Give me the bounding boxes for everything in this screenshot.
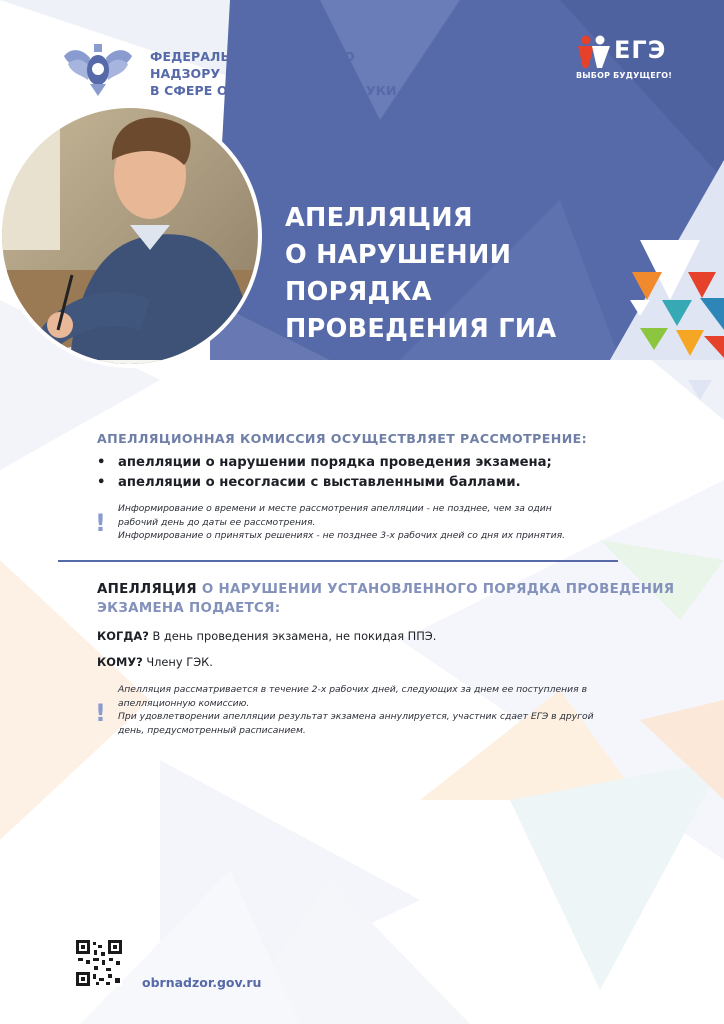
note-line: Апелляция рассматривается в течение 2-х рабочих дней, следующих за днем ее поступления в: [118, 684, 587, 695]
qr-code-icon: [76, 940, 122, 986]
appeal-heading-line2: ЭКЗАМЕНА ПОДАЕТСЯ:: [97, 601, 281, 616]
when-row: [97, 629, 657, 643]
agency-name-line1: ФЕДЕРАЛЬНАЯ СЛУЖБА ПО НАДЗОРУ: [150, 49, 355, 81]
note-line: апелляционную комиссию.: [118, 697, 250, 709]
page-title: [285, 200, 605, 348]
commission-list: [97, 453, 697, 493]
list-item: [97, 473, 697, 493]
list-item-text: апелляции о несогласии с выставленными баллами.: [118, 475, 521, 490]
exclamation-icon: !: [95, 509, 106, 537]
title-line4: ПРОВЕДЕНИЯ ГИА: [285, 314, 557, 344]
section-divider: [58, 560, 618, 562]
when-label: КОГДА?: [97, 629, 149, 643]
agency-name-line2: В СФЕРЕ ОБРАЗОВАНИЯ И НАУКИ: [150, 83, 397, 98]
note-line: При удовлетворении апелляции результат экзамена аннулируется, участник сдает ЕГЭ в другой: [118, 711, 594, 722]
ege-figure-icon: [576, 34, 616, 70]
whom-row: [97, 655, 657, 669]
bullet-dot: •: [97, 475, 106, 490]
whom-text: Члену ГЭК.: [142, 655, 213, 669]
appeal-heading: [97, 580, 675, 618]
bullet-dot: •: [97, 455, 106, 470]
title-line3: ПОРЯДКА: [285, 277, 432, 307]
exclamation-icon: !: [95, 699, 106, 727]
note-line: день, предусмотренный расписанием.: [118, 724, 306, 736]
list-item: [97, 453, 697, 473]
note-line: Информирование о времени и месте рассмотрения апелляции - не позднее, чем за один: [118, 503, 552, 514]
whom-label: КОМУ?: [97, 655, 143, 669]
agency-name: [150, 48, 410, 99]
website-link[interactable]: obrnadzor.gov.ru: [142, 975, 262, 990]
appeal-heading-rest: О НАРУШЕНИИ УСТАНОВЛЕННОГО ПОРЯДКА ПРОВЕДЕНИЯ: [196, 582, 675, 597]
ege-logo: [576, 32, 696, 92]
title-line1: АПЕЛЛЯЦИЯ: [285, 203, 473, 233]
note-line: Информирование о принятых решениях - не позднее 3-х рабочих дней со дня их принятия.: [118, 530, 566, 541]
info-note: [118, 502, 678, 543]
list-item-text: апелляции о нарушении порядка проведения экзамена;: [118, 455, 552, 470]
appeal-note: [118, 683, 678, 737]
appeal-heading-strong: АПЕЛЛЯЦИЯ: [97, 582, 197, 597]
title-line2: О НАРУШЕНИИ: [285, 240, 512, 270]
when-text: В день проведения экзамена, не покидая ППЭ.: [148, 629, 437, 643]
commission-heading: АПЕЛЛЯЦИОННАЯ КОМИССИЯ ОСУЩЕСТВЛЯЕТ РАССМОТРЕНИЕ:: [97, 431, 588, 446]
note-line: рабочий день до даты ее рассмотрения.: [118, 516, 316, 528]
ege-logo-text: ЕГЭ: [614, 36, 667, 64]
ege-slogan: ВЫБОР БУДУЩЕГО!: [576, 71, 673, 80]
